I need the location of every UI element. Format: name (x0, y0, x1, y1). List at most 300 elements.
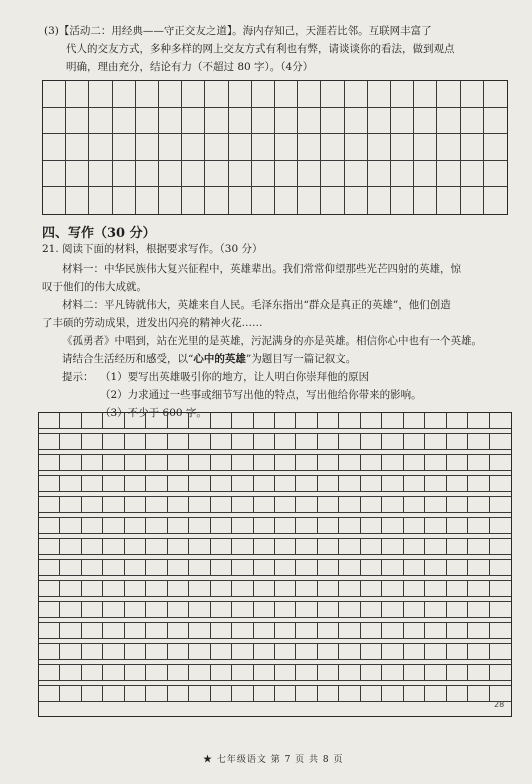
grid-cell[interactable] (296, 581, 317, 596)
grid-cell[interactable] (39, 434, 60, 449)
grid-cell[interactable] (211, 539, 232, 554)
grid-cell[interactable] (146, 686, 167, 701)
grid-cell[interactable] (252, 134, 275, 161)
grid-cell[interactable] (339, 560, 360, 575)
grid-cell[interactable] (447, 476, 468, 491)
grid-cell[interactable] (168, 497, 189, 512)
grid-cell[interactable] (232, 518, 253, 533)
grid-cell[interactable] (382, 455, 403, 470)
grid-cell[interactable] (275, 665, 296, 680)
grid-cell[interactable] (82, 497, 103, 512)
grid-cell[interactable] (136, 161, 159, 188)
grid-cell[interactable] (103, 623, 124, 638)
grid-cell[interactable] (339, 413, 360, 428)
grid-cell[interactable] (211, 413, 232, 428)
grid-cell[interactable] (82, 665, 103, 680)
grid-cell[interactable] (254, 665, 275, 680)
grid-cell[interactable] (391, 81, 414, 108)
grid-cell[interactable] (146, 455, 167, 470)
grid-cell[interactable] (60, 686, 81, 701)
grid-cell[interactable] (318, 581, 339, 596)
grid-cell[interactable] (205, 134, 228, 161)
grid-cell[interactable] (345, 108, 368, 135)
grid-cell[interactable] (60, 539, 81, 554)
grid-cell[interactable] (82, 518, 103, 533)
grid-cell[interactable] (168, 581, 189, 596)
grid-cell[interactable] (254, 455, 275, 470)
grid-cell[interactable] (168, 455, 189, 470)
grid-cell[interactable] (103, 665, 124, 680)
grid-cell[interactable] (361, 665, 382, 680)
grid-cell[interactable] (146, 581, 167, 596)
grid-cell[interactable] (232, 560, 253, 575)
grid-cell[interactable] (368, 108, 391, 135)
grid-cell[interactable] (125, 497, 146, 512)
grid-cell[interactable] (490, 623, 511, 638)
grid-cell[interactable] (168, 434, 189, 449)
grid-cell[interactable] (296, 665, 317, 680)
grid-cell[interactable] (468, 560, 489, 575)
grid-cell[interactable] (490, 434, 511, 449)
grid-cell[interactable] (60, 602, 81, 617)
grid-cell[interactable] (211, 665, 232, 680)
grid-cell[interactable] (461, 187, 484, 214)
grid-cell[interactable] (382, 581, 403, 596)
grid-cell[interactable] (275, 108, 298, 135)
grid-cell[interactable] (296, 560, 317, 575)
grid-cell[interactable] (125, 518, 146, 533)
grid-cell[interactable] (146, 560, 167, 575)
grid-cell[interactable] (168, 539, 189, 554)
grid-cell[interactable] (125, 476, 146, 491)
grid-cell[interactable] (189, 581, 210, 596)
grid-cell[interactable] (404, 665, 425, 680)
grid-cell[interactable] (339, 497, 360, 512)
grid-cell[interactable] (182, 134, 205, 161)
grid-cell[interactable] (205, 108, 228, 135)
grid-cell[interactable] (189, 560, 210, 575)
grid-cell[interactable] (361, 434, 382, 449)
grid-cell[interactable] (468, 686, 489, 701)
grid-cell[interactable] (211, 560, 232, 575)
grid-cell[interactable] (447, 560, 468, 575)
grid-cell[interactable] (60, 581, 81, 596)
grid-cell[interactable] (211, 602, 232, 617)
grid-cell[interactable] (254, 686, 275, 701)
grid-cell[interactable] (361, 539, 382, 554)
grid-cell[interactable] (82, 581, 103, 596)
grid-cell[interactable] (232, 539, 253, 554)
grid-cell[interactable] (136, 134, 159, 161)
grid-cell[interactable] (296, 455, 317, 470)
grid-cell[interactable] (39, 686, 60, 701)
grid-cell[interactable] (437, 108, 460, 135)
grid-cell[interactable] (382, 476, 403, 491)
grid-cell[interactable] (447, 518, 468, 533)
grid-cell[interactable] (229, 108, 252, 135)
grid-cell[interactable] (484, 161, 507, 188)
grid-cell[interactable] (321, 108, 344, 135)
grid-cell[interactable] (447, 413, 468, 428)
grid-cell[interactable] (361, 560, 382, 575)
grid-cell[interactable] (461, 134, 484, 161)
grid-cell[interactable] (361, 644, 382, 659)
grid-cell[interactable] (318, 497, 339, 512)
grid-cell[interactable] (404, 455, 425, 470)
grid-cell[interactable] (168, 602, 189, 617)
grid-cell[interactable] (490, 665, 511, 680)
grid-cell[interactable] (103, 581, 124, 596)
grid-cell[interactable] (318, 413, 339, 428)
grid-cell[interactable] (103, 560, 124, 575)
grid-cell[interactable] (275, 455, 296, 470)
grid-cell[interactable] (361, 497, 382, 512)
grid-cell[interactable] (113, 161, 136, 188)
grid-cell[interactable] (298, 81, 321, 108)
grid-cell[interactable] (296, 623, 317, 638)
grid-cell[interactable] (60, 497, 81, 512)
grid-cell[interactable] (321, 187, 344, 214)
grid-cell[interactable] (404, 581, 425, 596)
grid-cell[interactable] (484, 108, 507, 135)
grid-cell[interactable] (232, 455, 253, 470)
grid-cell[interactable] (425, 686, 446, 701)
grid-cell[interactable] (318, 518, 339, 533)
grid-cell[interactable] (146, 476, 167, 491)
grid-cell[interactable] (339, 518, 360, 533)
grid-cell[interactable] (425, 560, 446, 575)
grid-cell[interactable] (189, 623, 210, 638)
grid-cell[interactable] (252, 81, 275, 108)
grid-cell[interactable] (414, 81, 437, 108)
grid-cell[interactable] (159, 134, 182, 161)
grid-cell[interactable] (146, 602, 167, 617)
grid-cell[interactable] (339, 434, 360, 449)
grid-cell[interactable] (437, 134, 460, 161)
grid-cell[interactable] (361, 476, 382, 491)
grid-cell[interactable] (159, 187, 182, 214)
grid-cell[interactable] (404, 686, 425, 701)
grid-cell[interactable] (490, 518, 511, 533)
grid-cell[interactable] (318, 602, 339, 617)
grid-cell[interactable] (189, 644, 210, 659)
grid-cell[interactable] (275, 560, 296, 575)
grid-cell[interactable] (229, 161, 252, 188)
grid-cell[interactable] (318, 644, 339, 659)
grid-cell[interactable] (82, 455, 103, 470)
grid-cell[interactable] (275, 518, 296, 533)
grid-cell[interactable] (425, 434, 446, 449)
grid-cell[interactable] (425, 644, 446, 659)
grid-cell[interactable] (103, 644, 124, 659)
grid-cell[interactable] (468, 518, 489, 533)
grid-cell[interactable] (182, 187, 205, 214)
grid-cell[interactable] (146, 434, 167, 449)
grid-cell[interactable] (211, 434, 232, 449)
grid-cell[interactable] (125, 665, 146, 680)
grid-cell[interactable] (60, 413, 81, 428)
grid-cell[interactable] (339, 581, 360, 596)
grid-cell[interactable] (211, 476, 232, 491)
grid-cell[interactable] (447, 623, 468, 638)
grid-cell[interactable] (159, 161, 182, 188)
grid-cell[interactable] (296, 686, 317, 701)
grid-cell[interactable] (339, 476, 360, 491)
grid-cell[interactable] (361, 602, 382, 617)
grid-cell[interactable] (60, 434, 81, 449)
grid-cell[interactable] (368, 161, 391, 188)
grid-cell[interactable] (318, 623, 339, 638)
grid-cell[interactable] (461, 108, 484, 135)
grid-cell[interactable] (168, 518, 189, 533)
grid-cell[interactable] (113, 81, 136, 108)
grid-cell[interactable] (252, 108, 275, 135)
grid-cell[interactable] (39, 518, 60, 533)
grid-cell[interactable] (275, 187, 298, 214)
grid-cell[interactable] (254, 497, 275, 512)
grid-cell[interactable] (189, 686, 210, 701)
grid-cell[interactable] (318, 665, 339, 680)
grid-cell[interactable] (447, 665, 468, 680)
grid-cell[interactable] (39, 602, 60, 617)
grid-cell[interactable] (404, 434, 425, 449)
grid-cell[interactable] (254, 560, 275, 575)
grid-cell[interactable] (404, 476, 425, 491)
grid-cell[interactable] (361, 518, 382, 533)
grid-cell[interactable] (254, 623, 275, 638)
grid-cell[interactable] (89, 81, 112, 108)
grid-cell[interactable] (232, 665, 253, 680)
grid-cell[interactable] (447, 686, 468, 701)
grid-cell[interactable] (136, 108, 159, 135)
grid-cell[interactable] (146, 539, 167, 554)
grid-cell[interactable] (339, 686, 360, 701)
grid-cell[interactable] (339, 623, 360, 638)
grid-cell[interactable] (189, 518, 210, 533)
grid-cell[interactable] (382, 665, 403, 680)
grid-cell[interactable] (275, 81, 298, 108)
grid-cell[interactable] (125, 413, 146, 428)
grid-cell[interactable] (490, 455, 511, 470)
grid-cell[interactable] (468, 539, 489, 554)
grid-cell[interactable] (368, 81, 391, 108)
grid-cell[interactable] (296, 434, 317, 449)
grid-cell[interactable] (318, 455, 339, 470)
grid-cell[interactable] (404, 413, 425, 428)
grid-cell[interactable] (382, 602, 403, 617)
grid-cell[interactable] (468, 581, 489, 596)
grid-cell[interactable] (211, 581, 232, 596)
grid-cell[interactable] (382, 539, 403, 554)
grid-cell[interactable] (391, 108, 414, 135)
grid-cell[interactable] (254, 434, 275, 449)
grid-cell[interactable] (275, 134, 298, 161)
grid-cell[interactable] (254, 413, 275, 428)
grid-cell[interactable] (232, 602, 253, 617)
grid-cell[interactable] (339, 455, 360, 470)
grid-cell[interactable] (468, 644, 489, 659)
grid-cell[interactable] (382, 644, 403, 659)
grid-cell[interactable] (468, 476, 489, 491)
grid-cell[interactable] (168, 623, 189, 638)
grid-cell[interactable] (484, 134, 507, 161)
grid-cell[interactable] (361, 455, 382, 470)
grid-cell[interactable] (275, 413, 296, 428)
grid-cell[interactable] (113, 134, 136, 161)
grid-cell[interactable] (39, 539, 60, 554)
grid-cell[interactable] (66, 134, 89, 161)
grid-cell[interactable] (211, 497, 232, 512)
grid-cell[interactable] (254, 476, 275, 491)
grid-cell[interactable] (82, 434, 103, 449)
grid-cell[interactable] (382, 623, 403, 638)
grid-cell[interactable] (254, 644, 275, 659)
grid-cell[interactable] (103, 497, 124, 512)
grid-cell[interactable] (339, 644, 360, 659)
grid-cell[interactable] (66, 187, 89, 214)
grid-cell[interactable] (298, 161, 321, 188)
grid-cell[interactable] (425, 602, 446, 617)
grid-cell[interactable] (275, 539, 296, 554)
grid-cell[interactable] (345, 81, 368, 108)
grid-cell[interactable] (159, 108, 182, 135)
grid-cell[interactable] (146, 665, 167, 680)
grid-cell[interactable] (490, 602, 511, 617)
grid-cell[interactable] (275, 161, 298, 188)
grid-cell[interactable] (321, 134, 344, 161)
grid-cell[interactable] (298, 134, 321, 161)
grid-cell[interactable] (39, 581, 60, 596)
grid-cell[interactable] (125, 434, 146, 449)
grid-cell[interactable] (318, 476, 339, 491)
grid-cell[interactable] (229, 134, 252, 161)
grid-cell[interactable] (254, 602, 275, 617)
grid-cell[interactable] (468, 455, 489, 470)
grid-cell[interactable] (113, 187, 136, 214)
grid-cell[interactable] (490, 413, 511, 428)
grid-cell[interactable] (60, 623, 81, 638)
answer-grid-q3[interactable] (42, 80, 508, 215)
grid-cell[interactable] (232, 476, 253, 491)
grid-cell[interactable] (404, 560, 425, 575)
grid-cell[interactable] (254, 581, 275, 596)
grid-cell[interactable] (146, 413, 167, 428)
grid-cell[interactable] (382, 560, 403, 575)
grid-cell[interactable] (66, 161, 89, 188)
grid-cell[interactable] (468, 497, 489, 512)
grid-cell[interactable] (437, 187, 460, 214)
grid-cell[interactable] (252, 161, 275, 188)
grid-cell[interactable] (60, 644, 81, 659)
grid-cell[interactable] (275, 476, 296, 491)
grid-cell[interactable] (39, 665, 60, 680)
grid-cell[interactable] (361, 581, 382, 596)
grid-cell[interactable] (229, 187, 252, 214)
grid-cell[interactable] (484, 187, 507, 214)
grid-cell[interactable] (339, 539, 360, 554)
grid-cell[interactable] (103, 413, 124, 428)
grid-cell[interactable] (447, 455, 468, 470)
grid-cell[interactable] (211, 623, 232, 638)
grid-cell[interactable] (232, 581, 253, 596)
grid-cell[interactable] (211, 686, 232, 701)
grid-cell[interactable] (437, 81, 460, 108)
grid-cell[interactable] (43, 134, 66, 161)
grid-cell[interactable] (60, 455, 81, 470)
grid-cell[interactable] (103, 434, 124, 449)
grid-cell[interactable] (125, 644, 146, 659)
grid-cell[interactable] (382, 434, 403, 449)
grid-cell[interactable] (66, 81, 89, 108)
grid-cell[interactable] (232, 434, 253, 449)
grid-cell[interactable] (43, 81, 66, 108)
grid-cell[interactable] (182, 108, 205, 135)
grid-cell[interactable] (168, 665, 189, 680)
grid-cell[interactable] (60, 665, 81, 680)
grid-cell[interactable] (425, 497, 446, 512)
grid-cell[interactable] (468, 623, 489, 638)
grid-cell[interactable] (382, 497, 403, 512)
grid-cell[interactable] (146, 644, 167, 659)
grid-cell[interactable] (205, 187, 228, 214)
grid-cell[interactable] (391, 161, 414, 188)
grid-cell[interactable] (298, 108, 321, 135)
grid-cell[interactable] (252, 187, 275, 214)
grid-cell[interactable] (425, 455, 446, 470)
grid-cell[interactable] (189, 434, 210, 449)
grid-cell[interactable] (468, 602, 489, 617)
grid-cell[interactable] (425, 665, 446, 680)
grid-cell[interactable] (39, 455, 60, 470)
grid-cell[interactable] (82, 602, 103, 617)
grid-cell[interactable] (414, 161, 437, 188)
grid-cell[interactable] (275, 497, 296, 512)
grid-cell[interactable] (168, 476, 189, 491)
grid-cell[interactable] (89, 161, 112, 188)
grid-cell[interactable] (490, 644, 511, 659)
grid-cell[interactable] (43, 161, 66, 188)
grid-cell[interactable] (125, 455, 146, 470)
grid-cell[interactable] (447, 644, 468, 659)
grid-cell[interactable] (484, 81, 507, 108)
grid-cell[interactable] (391, 187, 414, 214)
grid-cell[interactable] (321, 161, 344, 188)
grid-cell[interactable] (89, 187, 112, 214)
grid-cell[interactable] (490, 560, 511, 575)
grid-cell[interactable] (414, 187, 437, 214)
grid-cell[interactable] (39, 476, 60, 491)
grid-cell[interactable] (189, 413, 210, 428)
grid-cell[interactable] (39, 623, 60, 638)
grid-cell[interactable] (182, 81, 205, 108)
grid-cell[interactable] (189, 539, 210, 554)
grid-cell[interactable] (146, 623, 167, 638)
grid-cell[interactable] (232, 644, 253, 659)
grid-cell[interactable] (39, 644, 60, 659)
grid-cell[interactable] (189, 602, 210, 617)
grid-cell[interactable] (447, 434, 468, 449)
grid-cell[interactable] (60, 560, 81, 575)
grid-cell[interactable] (382, 413, 403, 428)
grid-cell[interactable] (368, 187, 391, 214)
grid-cell[interactable] (382, 518, 403, 533)
grid-cell[interactable] (296, 497, 317, 512)
grid-cell[interactable] (447, 581, 468, 596)
grid-cell[interactable] (425, 518, 446, 533)
grid-cell[interactable] (103, 686, 124, 701)
grid-cell[interactable] (168, 644, 189, 659)
grid-cell[interactable] (254, 539, 275, 554)
